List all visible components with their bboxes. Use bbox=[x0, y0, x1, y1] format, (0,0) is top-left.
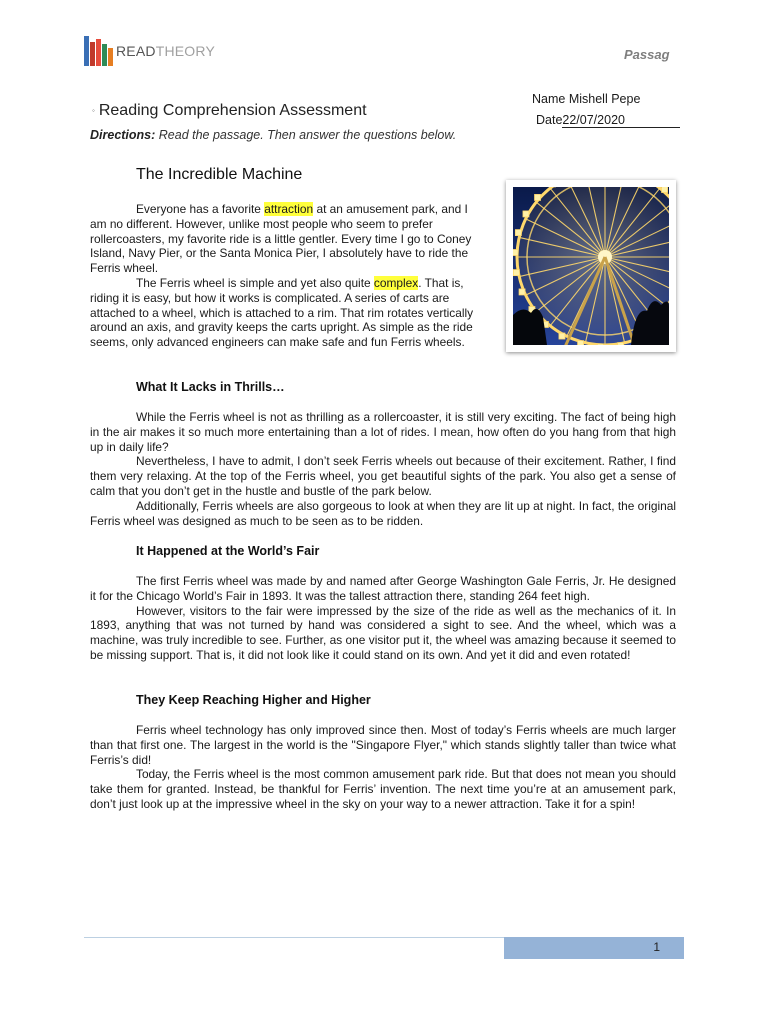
intro-paragraph-1 bbox=[90, 202, 486, 276]
section3-paragraph-2: Today, the Ferris wheel is the most common amusement park ride. But that does not mean you should take them for granted. Instead, be thankful for Ferris’ invention. The next time you’re at an amusement park, don’t just look up at the impressive wheel in the sky on your way to a newer attraction. Take it for a spin! bbox=[90, 767, 676, 811]
intro-paragraph-2 bbox=[90, 276, 486, 350]
book-spine-icon bbox=[108, 48, 113, 66]
passage-title: The Incredible Machine bbox=[136, 166, 303, 183]
gondola bbox=[662, 187, 668, 193]
gondola bbox=[535, 194, 541, 200]
gondola bbox=[523, 211, 529, 217]
ferris-wheel-image bbox=[513, 187, 669, 345]
directions-text: Read the passage. Then answer the questions below. bbox=[155, 128, 457, 142]
text-run: . That is, riding it is easy, but how it works is complicated. A series of carts are attached to a wheel, which is attached to a rim. That rim rotates vertically around an axis, and gravity keeps the carts upright. As simple as the ride seems, only advanced engineers can make safe and fun Ferris wheels. bbox=[90, 275, 474, 350]
footer-page-box bbox=[504, 937, 684, 959]
directions bbox=[90, 128, 456, 142]
section-heading-thrills: What It Lacks in Thrills… bbox=[136, 380, 285, 394]
section-heading-higher: They Keep Reaching Higher and Higher bbox=[136, 693, 371, 707]
section1-paragraph-1: While the Ferris wheel is not as thrilling as a rollercoaster, it is still very exciting. The fact of being high in the air makes it so much more entertaining than a lot of rides. I mean, how often do you hang from that high up in daily life? bbox=[90, 410, 676, 454]
book-spine-icon bbox=[96, 39, 101, 66]
section-worlds-fair bbox=[90, 574, 676, 663]
student-name bbox=[532, 92, 640, 106]
book-spine-icon bbox=[102, 44, 107, 66]
readtheory-logo bbox=[84, 36, 215, 66]
section3-paragraph-1: Ferris wheel technology has only improved since then. Most of today’s Ferris wheels are much larger than that first one. The largest in the world is the "Singapore Flyer," which stands slightly taller than twice what Ferris’s did! bbox=[90, 723, 676, 767]
date-label: Date bbox=[536, 113, 563, 127]
book-spine-icon bbox=[90, 42, 95, 66]
ferris-wheel-photo bbox=[506, 180, 676, 352]
gondola bbox=[515, 230, 521, 236]
date-value: 22/07/2020 bbox=[562, 113, 680, 128]
gondola bbox=[513, 270, 519, 276]
section-thrills bbox=[90, 410, 676, 528]
text-run: at an amusement park, and I am no different. However, unlike most people who seem to prefer rollercoasters, my favorite ride is a little gentler. Every time I go to Coney Island, Navy Pier, or the Santa Monica Pier, I absolutely have to ride the Ferris wheel. bbox=[90, 202, 472, 276]
passage-tag: Passag bbox=[624, 47, 670, 62]
assessment-title bbox=[92, 102, 367, 120]
section1-paragraph-3: Additionally, Ferris wheels are also gorgeous to look at when they are lit up at night. In fact, the original Ferris wheel was designed as much to be seen as to be ridden. bbox=[90, 498, 676, 528]
bullet-marker: ◦ bbox=[92, 106, 95, 116]
student-date bbox=[536, 113, 680, 128]
gondola bbox=[513, 250, 518, 256]
section-higher bbox=[90, 723, 676, 812]
assessment-title-text: Reading Comprehension Assessment bbox=[98, 102, 367, 119]
section-heading-worlds-fair: It Happened at the World’s Fair bbox=[136, 544, 320, 558]
page-number: 1 bbox=[653, 940, 660, 954]
gondola bbox=[618, 343, 624, 345]
gondola bbox=[598, 344, 604, 345]
highlighted-word-attraction: attraction bbox=[264, 202, 314, 216]
text-run: The Ferris wheel is simple and yet also quite bbox=[136, 275, 374, 290]
gondola bbox=[578, 341, 584, 345]
book-spine-icon bbox=[84, 36, 89, 66]
section1-paragraph-2: Nevertheless, I have to admit, I don’t seek Ferris wheels out because of their excitement. Rather, I find them very relaxing. At the top of the Ferris wheel, you get beautiful sights of the park. You also get a sense of calm that you don’t get in the hustle and bustle of the park below. bbox=[90, 454, 676, 498]
highlighted-word-complex: complex bbox=[373, 275, 419, 290]
intro-section bbox=[90, 202, 486, 350]
text-run: Everyone has a favorite bbox=[136, 202, 265, 216]
logo-text: READTHEORY bbox=[116, 43, 215, 59]
section2-paragraph-2: However, visitors to the fair were impressed by the size of the ride as well as the mechanics of it. In 1893, anything that was not turned by hand was considered a sight to see. And the wheel, which was a machine, was truly incredible to see. Further, as one visitor put it, the wheel was amazing because it seemed to be missing support. That is, it did not look like it could stand on its own. And yet it did and even rotated! bbox=[90, 603, 676, 662]
books-logo-icon bbox=[84, 36, 113, 66]
gondola bbox=[519, 289, 525, 295]
gondola bbox=[559, 333, 565, 339]
section2-paragraph-1: The first Ferris wheel was made by and named after George Washington Gale Ferris, Jr. He designed it for the Chicago World’s Fair in 1893. It was the tallest attraction there, standing 264 feet high. bbox=[90, 574, 676, 603]
name-value: Mishell Pepe bbox=[568, 92, 641, 106]
directions-label: Directions: bbox=[90, 128, 156, 142]
name-label: Name bbox=[532, 92, 566, 106]
